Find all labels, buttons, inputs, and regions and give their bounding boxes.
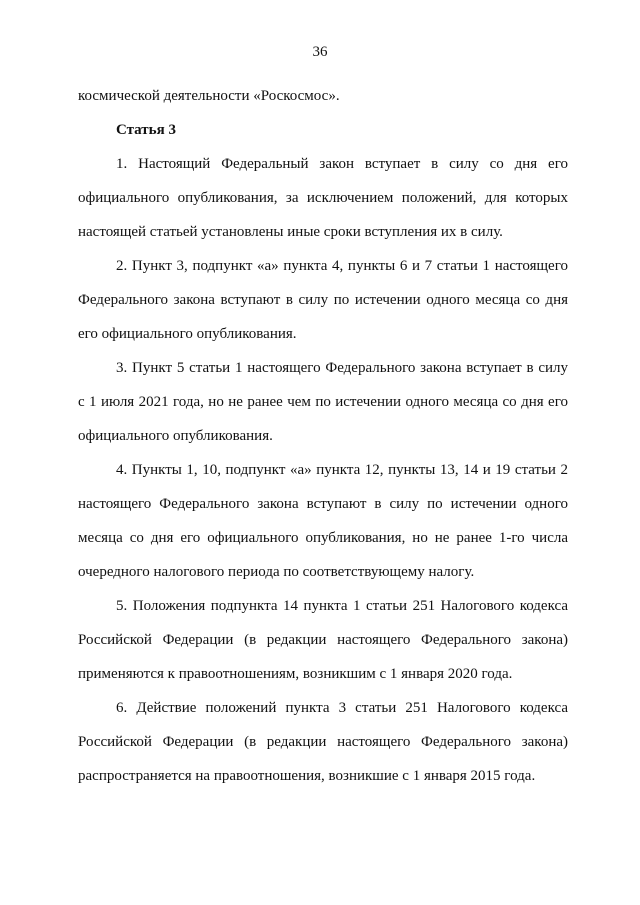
document-body — [78, 79, 568, 793]
paragraph-line: 4. Пункты 1, 10, подпункт «а» пункта 12, пункты 13, 14 и 19 статьи 2 — [116, 462, 568, 478]
page-number: 36 — [312, 44, 328, 60]
paragraph-line: официального опубликования. — [78, 428, 273, 444]
paragraph-line: Российской Федерации (в редакции настоящего Федерального закона) — [78, 734, 568, 750]
article-heading: Статья 3 — [116, 122, 176, 138]
paragraph-5 — [78, 589, 568, 691]
paragraph-4 — [78, 453, 568, 589]
paragraph-3 — [78, 351, 568, 453]
paragraph-line: месяца со дня его официального опубликования, но не ранее 1-го числа — [78, 530, 568, 546]
paragraph-line: настоящего Федерального закона вступают в силу по истечении одного — [78, 496, 568, 512]
paragraph-line: Федерального закона вступают в силу по истечении одного месяца со дня — [78, 292, 568, 308]
paragraph-line: 6. Действие положений пункта 3 статьи 251 Налогового кодекса — [116, 700, 568, 716]
paragraph-line: официального опубликования, за исключением положений, для которых — [78, 190, 568, 206]
paragraph-line: настоящей статьей установлены иные сроки вступления их в силу. — [78, 224, 503, 240]
paragraph-line: распространяется на правоотношения, возникшие с 1 января 2015 года. — [78, 768, 536, 784]
paragraph-line: очередного налогового периода по соответствующему налогу. — [78, 564, 475, 580]
paragraph-2 — [78, 249, 568, 351]
intro-line: космической деятельности «Роскосмос». — [78, 88, 340, 104]
paragraph-line: 2. Пункт 3, подпункт «а» пункта 4, пункты 6 и 7 статьи 1 настоящего — [116, 258, 568, 274]
paragraph-line: Российской Федерации (в редакции настоящего Федерального закона) — [78, 632, 568, 648]
paragraph-6 — [78, 691, 568, 793]
paragraph-line: 1. Настоящий Федеральный закон вступает в силу со дня его — [116, 156, 568, 172]
paragraph-line: применяются к правоотношениям, возникшим с 1 января 2020 года. — [78, 666, 513, 682]
paragraph-line: 5. Положения подпункта 14 пункта 1 статьи 251 Налогового кодекса — [116, 598, 568, 614]
paragraph-1 — [78, 147, 568, 249]
paragraph-line: 3. Пункт 5 статьи 1 настоящего Федерального закона вступает в силу — [116, 360, 568, 376]
paragraph-line: с 1 июля 2021 года, но не ранее чем по истечении одного месяца со дня его — [78, 394, 568, 410]
paragraph-line: его официального опубликования. — [78, 326, 297, 342]
